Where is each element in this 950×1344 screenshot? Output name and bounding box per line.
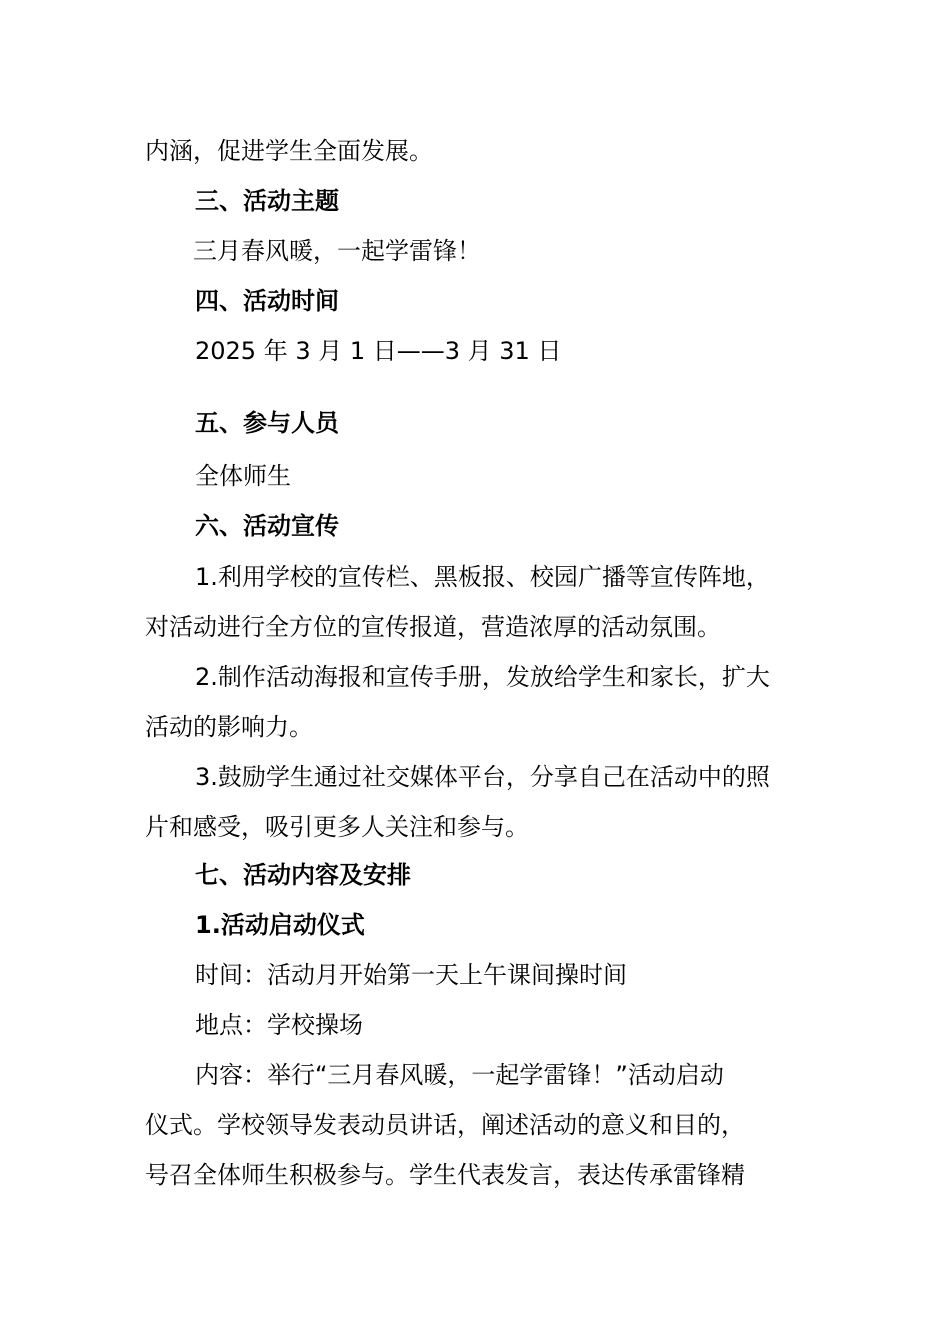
section-heading: 七、活动内容及安排 bbox=[195, 861, 411, 889]
text-line: 内涵，促进学生全面发展。 bbox=[145, 137, 433, 165]
text-line: 1.利用学校的宣传栏、黑板报、校园广播等宣传阵地， bbox=[195, 563, 770, 591]
text-line: 内容：举行“三月春风暖，一起学雷锋！”活动启动 bbox=[195, 1061, 724, 1089]
section-heading: 六、活动宣传 bbox=[195, 512, 339, 540]
text-line: 2025 年 3 月 1 日——3 月 31 日 bbox=[195, 337, 562, 365]
text-line: 对活动进行全方位的宣传报道，营造浓厚的活动氛围。 bbox=[145, 613, 721, 641]
text-line: 活动的影响力。 bbox=[145, 713, 313, 741]
text-line: 3.鼓励学生通过社交媒体平台，分享自己在活动中的照 bbox=[195, 763, 770, 791]
text-line: 片和感受，吸引更多人关注和参与。 bbox=[145, 813, 529, 841]
text-line: 全体师生 bbox=[195, 462, 291, 490]
subsection-heading: 1.活动启动仪式 bbox=[195, 911, 365, 939]
section-heading: 四、活动时间 bbox=[195, 287, 339, 315]
section-heading: 五、参与人员 bbox=[195, 409, 339, 437]
text-line: 2.制作活动海报和宣传手册，发放给学生和家长，扩大 bbox=[195, 663, 770, 691]
section-heading: 三、活动主题 bbox=[195, 187, 339, 215]
text-line: 号召全体师生积极参与。学生代表发言，表达传承雷锋精 bbox=[145, 1161, 745, 1189]
text-line: 地点：学校操场 bbox=[195, 1011, 363, 1039]
text-line: 三月春风暖，一起学雷锋！ bbox=[193, 237, 481, 265]
text-line: 时间：活动月开始第一天上午课间操时间 bbox=[195, 961, 627, 989]
text-line: 仪式。学校领导发表动员讲话，阐述活动的意义和目的， bbox=[145, 1111, 745, 1139]
